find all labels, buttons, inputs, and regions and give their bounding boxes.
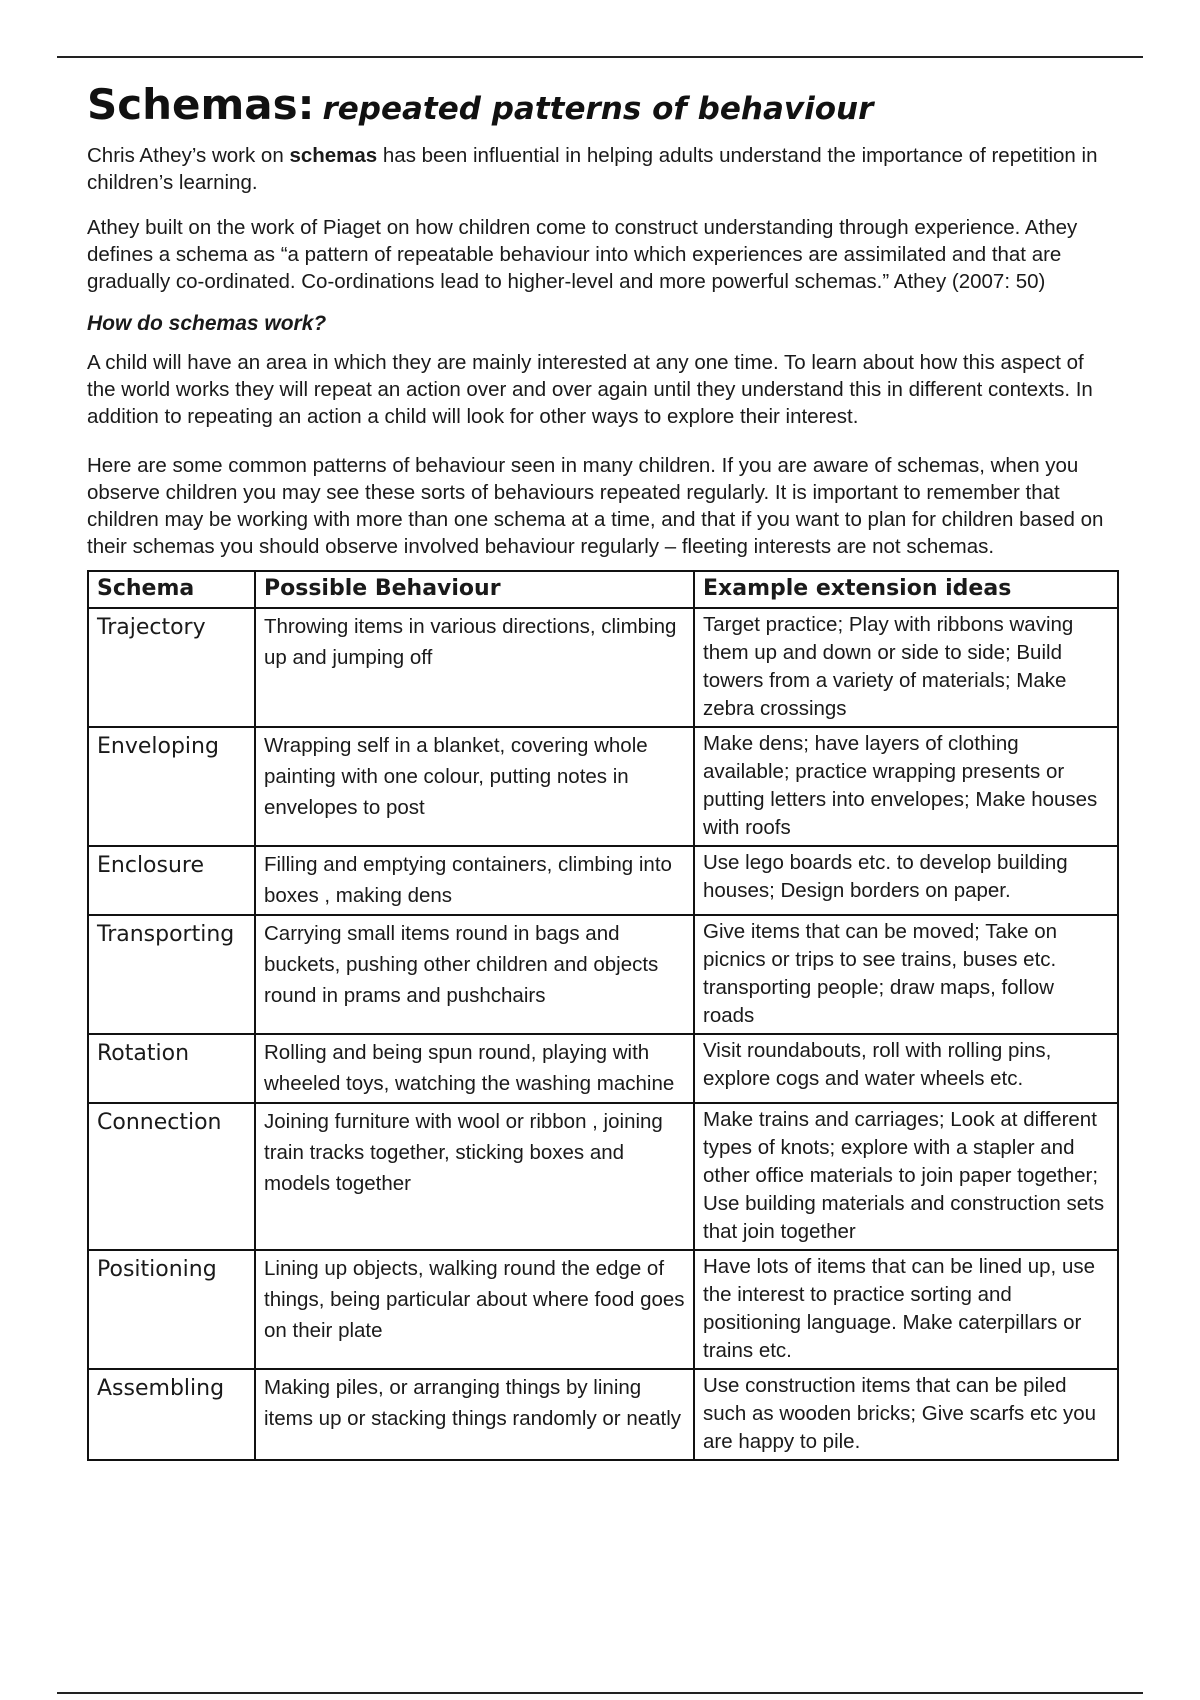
schema-cell: Enveloping <box>88 727 255 846</box>
section-heading: How do schemas work? <box>87 312 327 336</box>
behaviour-cell: Carrying small items round in bags and buckets, pushing other children and objects round in prams and pushchairs <box>255 915 694 1034</box>
behaviour-cell: Throwing items in various directions, climbing up and jumping off <box>255 608 694 727</box>
intro-text-start: Chris Athey’s work on <box>87 144 290 168</box>
behaviour-cell: Filling and emptying containers, climbing into boxes , making dens <box>255 846 694 915</box>
body-paragraph-1: A child will have an area in which they are mainly interested at any one time. To learn about how this aspect of the world works they will repeat an action over and over again until they understand this in different contexts. In addition to repeating an action a child will look for other ways to explore their interest. <box>87 351 1093 429</box>
table-row <box>88 1250 1118 1369</box>
intro-text-end: has been influential in helping adults understand the importance of repetition in children’s learning. <box>87 144 1098 195</box>
schema-cell: Transporting <box>88 915 255 1034</box>
ideas-cell: Visit roundabouts, roll with rolling pins, explore cogs and water wheels etc. <box>694 1034 1118 1103</box>
schemas-table <box>87 570 1119 1461</box>
table-row <box>88 846 1118 915</box>
table-row <box>88 727 1118 846</box>
document-page <box>87 82 1115 1461</box>
ideas-cell: Make trains and carriages; Look at different types of knots; explore with a stapler and other office materials to join paper together; Use building materials and construction sets that join together <box>694 1103 1118 1250</box>
behaviour-cell: Joining furniture with wool or ribbon , joining train tracks together, sticking boxes and models together <box>255 1103 694 1250</box>
behaviour-cell: Lining up objects, walking round the edge of things, being particular about where food goes on their plate <box>255 1250 694 1369</box>
schema-cell: Enclosure <box>88 846 255 915</box>
top-rule <box>57 56 1143 58</box>
ideas-cell: Use lego boards etc. to develop building houses; Design borders on paper. <box>694 846 1118 915</box>
behaviour-cell: Wrapping self in a blanket, covering whole painting with one colour, putting notes in envelopes to post <box>255 727 694 846</box>
ideas-cell: Target practice; Play with ribbons waving them up and down or side to side; Build towers from a variety of materials; Make zebra crossings <box>694 608 1118 727</box>
title-main: Schemas: <box>87 80 315 129</box>
header-extension-ideas: Example extension ideas <box>694 571 1118 608</box>
ideas-cell: Use construction items that can be piled such as wooden bricks; Give scarfs etc you are happy to pile. <box>694 1369 1118 1460</box>
table-row <box>88 915 1118 1034</box>
table-row <box>88 1034 1118 1103</box>
title-subtitle: repeated patterns of behaviour <box>322 91 874 127</box>
ideas-cell: Have lots of items that can be lined up, use the interest to practice sorting and positioning language. Make caterpillars or trains etc. <box>694 1250 1118 1369</box>
schema-cell: Assembling <box>88 1369 255 1460</box>
schema-cell: Positioning <box>88 1250 255 1369</box>
table-header-row <box>88 571 1118 608</box>
bottom-rule <box>57 1692 1143 1694</box>
behaviour-cell: Making piles, or arranging things by lining items up or stacking things randomly or neatly <box>255 1369 694 1460</box>
ideas-cell: Make dens; have layers of clothing available; practice wrapping presents or putting letters into envelopes; Make houses with roofs <box>694 727 1118 846</box>
intro-paragraph-1 <box>87 142 1115 196</box>
page-title <box>87 82 1115 128</box>
body-paragraph-2: Here are some common patterns of behaviour seen in many children. If you are aware of schemas, when you observe children you may see these sorts of behaviours repeated regularly. It is important to remember that children may be working with more than one schema at a time, and that if you want to plan for children based on their schemas you should observe involved behaviour regularly – fleeting interests are not schemas. <box>87 454 1104 559</box>
header-schema: Schema <box>88 571 255 608</box>
table-row <box>88 1103 1118 1250</box>
header-possible-behaviour: Possible Behaviour <box>255 571 694 608</box>
table-row <box>88 608 1118 727</box>
ideas-cell: Give items that can be moved; Take on picnics or trips to see trains, buses etc. transporting people; draw maps, follow roads <box>694 915 1118 1034</box>
intro-bold-term: schemas <box>289 144 378 168</box>
behaviour-cell: Rolling and being spun round, playing with wheeled toys, watching the washing machine <box>255 1034 694 1103</box>
schema-cell: Trajectory <box>88 608 255 727</box>
table-row <box>88 1369 1118 1460</box>
intro-paragraph-2: Athey built on the work of Piaget on how children come to construct understanding through experience. Athey defines a schema as “a pattern of repeatable behaviour into which experiences are assimilated and that are gradually co-ordinated. Co-ordinations lead to higher-level and more powerful schemas.” Athey (2007: 50) <box>87 216 1078 294</box>
schema-cell: Connection <box>88 1103 255 1250</box>
schema-cell: Rotation <box>88 1034 255 1103</box>
